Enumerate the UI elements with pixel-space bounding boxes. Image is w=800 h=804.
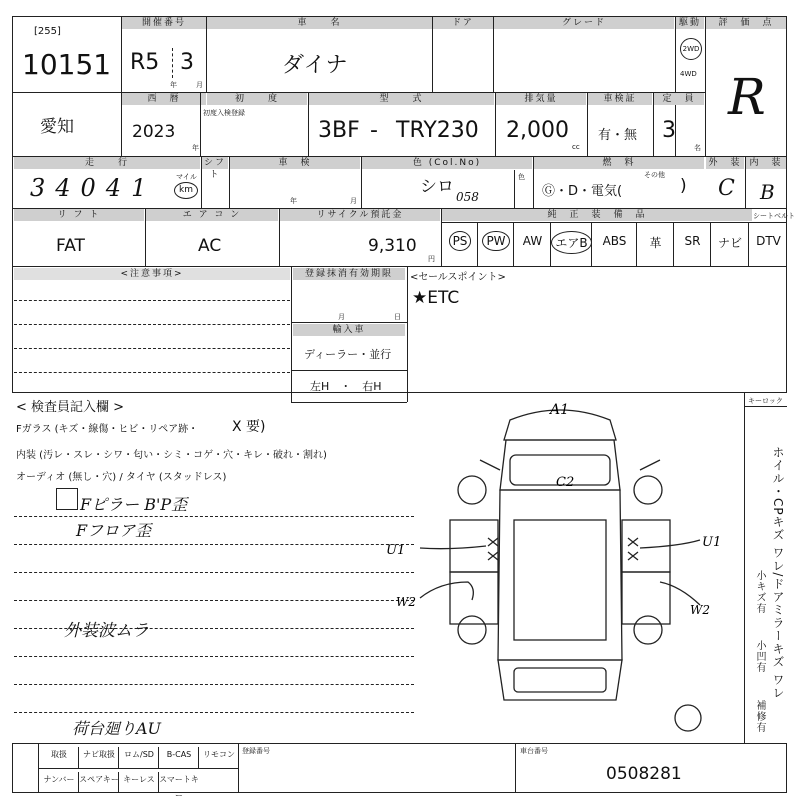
- seats-header: 定 員: [654, 93, 704, 105]
- upper-frame: [12, 16, 787, 393]
- damage-x-left: [488, 538, 498, 560]
- mark-c2: C2: [556, 475, 575, 490]
- rear-shape: [498, 660, 622, 700]
- damage-x-right: [628, 538, 638, 560]
- four-wd-label: 4WD: [680, 70, 697, 78]
- car-damage-diagram: [380, 400, 740, 740]
- fuel-text: Ⓖ・D・電気(: [542, 184, 623, 199]
- recycle-value: 9,310: [368, 236, 417, 256]
- equipment-label: PS: [449, 231, 472, 251]
- mark-w2-right: W2: [690, 603, 710, 617]
- interior-header: 内 装: [746, 157, 786, 169]
- exterior-score: C: [718, 176, 735, 201]
- glass-mark: X 要): [232, 419, 266, 435]
- car-name: ダイナ: [282, 53, 348, 78]
- interior-score: B: [760, 180, 775, 204]
- grade-header: グレード: [494, 17, 674, 29]
- cc-unit: cc: [572, 143, 580, 151]
- note-bed: 荷台廻りAU: [72, 719, 162, 738]
- sales-points-header: <セールスポイント>: [410, 272, 506, 283]
- equipment-label: AW: [522, 234, 543, 248]
- equipment-2: [477, 223, 514, 266]
- month-unit: 月: [196, 81, 203, 89]
- option-row1-2: ナビ取扱: [78, 747, 119, 768]
- year-header: 西 暦: [122, 93, 206, 105]
- equipment-4: [550, 223, 592, 266]
- equipment-7: [673, 223, 711, 266]
- option-row1-3: ロム/SD: [118, 747, 159, 768]
- option-row2-2: スペアキー: [78, 772, 119, 793]
- right-column-main: ホイル・CPキズ ワレ/ドアミラーキズ ワレ: [771, 446, 785, 700]
- equipment-9: [748, 223, 788, 266]
- option-row2-1: ナンバー: [38, 772, 79, 793]
- mark-w2-left: W2: [396, 595, 416, 609]
- model-code: TRY230: [396, 118, 479, 143]
- first-reg-era: R5: [130, 50, 160, 75]
- mileage-header: 走 行: [14, 157, 200, 169]
- recycle-unit: 円: [428, 255, 435, 263]
- fuel-header: 燃 料: [534, 157, 704, 169]
- score-header: 評 価 点: [706, 17, 786, 29]
- prefecture: 愛知: [40, 117, 74, 137]
- shaken-month-unit: 月: [350, 197, 357, 205]
- color-side-label: 色: [518, 173, 525, 181]
- first-reg-month: 3: [180, 50, 194, 75]
- drive-header: 駆動: [676, 17, 704, 29]
- leader-u1-left: [420, 546, 486, 549]
- model-year: 2023: [132, 122, 176, 142]
- interior-line: 内装 (汚レ・スレ・シワ・匂い・シミ・コゲ・穴・キレ・破れ・割れ): [16, 450, 327, 461]
- shaken-until-header: 車 検: [230, 157, 360, 169]
- equipment-label: ナビ: [717, 236, 742, 250]
- option-row2-4: スマートキー: [158, 772, 199, 793]
- sales-point: ★ETC: [412, 288, 460, 308]
- first-reg-header: 初 度: [207, 93, 307, 105]
- note-paint: 外装波ムラ: [64, 621, 149, 641]
- shaken-year-unit: 年: [290, 197, 297, 205]
- right-column-sub3: 補修有: [754, 700, 765, 733]
- lift-header: リ フ ト: [14, 209, 144, 221]
- equipment-label: SR: [684, 234, 701, 248]
- shaken-header: 車検証: [588, 93, 652, 105]
- model-prefix: 3BF: [318, 118, 360, 143]
- color-code: 058: [456, 190, 479, 204]
- mileage-digits: 34041: [30, 174, 157, 202]
- chassis-header: 車台番号: [520, 747, 548, 755]
- right-column-sub1: 小キズ有: [754, 570, 765, 614]
- reg-no-header: 登録番号: [242, 747, 270, 755]
- fuel-close: ): [680, 176, 687, 196]
- km-circle: km: [174, 182, 198, 199]
- audio-line: オーディオ (無し・穴) / タイヤ (スタッドレス): [16, 472, 227, 483]
- equipment-label: ABS: [602, 234, 627, 248]
- small-check-box: [56, 488, 78, 510]
- color-header: 色 (Col.No): [362, 157, 532, 169]
- year-unit-2: 年: [192, 144, 199, 152]
- two-wd-circle: 2WD: [680, 38, 702, 60]
- inspector-header: < 検査員記入欄 >: [16, 400, 125, 415]
- shift-header: シフト: [203, 158, 226, 180]
- door-header: ドア: [433, 17, 493, 29]
- venue-header: 開催番号: [122, 17, 206, 29]
- displacement-value: 2,000: [506, 118, 569, 143]
- option-row1-4: B-CAS: [158, 747, 199, 768]
- seats-value: 3: [662, 118, 676, 143]
- first-reg-sub: 初度入検登録: [203, 109, 245, 117]
- wheel-rr: [634, 616, 662, 644]
- wheel-fr: [634, 476, 662, 504]
- notes-header: <注意事項>: [14, 268, 290, 280]
- model-header: 型 式: [309, 93, 494, 105]
- note-pillar: Fピラー B'P歪: [80, 495, 188, 514]
- aircon-header: エ ア コ ン: [146, 209, 278, 221]
- import-choice: ディーラー・並行: [304, 348, 392, 361]
- wheel-rl: [458, 616, 486, 644]
- option-row2-3: キーレス: [118, 772, 159, 793]
- car-name-header: 車 名: [207, 17, 432, 29]
- reg-month-unit: 月: [338, 313, 345, 321]
- equipment-1: [441, 223, 478, 266]
- equipment-header: 純 正 装 備 品: [442, 209, 752, 221]
- equipment-label: DTV: [756, 234, 781, 248]
- equipment-3: [513, 223, 551, 266]
- mark-u1-right: U1: [702, 535, 722, 550]
- leader-w2-left: [420, 582, 473, 600]
- option-row1-1: 取扱: [38, 747, 79, 768]
- key-lock-label: キーロック: [748, 397, 783, 405]
- equipment-8: [710, 223, 749, 266]
- equipment-6: [636, 223, 674, 266]
- displacement-header: 排気量: [496, 93, 586, 105]
- lot-number: 10151: [22, 48, 112, 81]
- equipment-label: PW: [482, 231, 509, 251]
- aircon-value: AC: [198, 236, 222, 256]
- glass-line: Fガラス (キズ・線傷・ヒビ・リペア跡・: [16, 424, 199, 435]
- seat-belt-header: シートベルト: [753, 212, 795, 220]
- exterior-header: 外 装: [706, 157, 744, 169]
- recycle-header: リサイクル預託金: [280, 209, 440, 221]
- color-name: シロ: [420, 177, 454, 197]
- fuel-other: その他: [644, 171, 665, 179]
- body-shape: [498, 490, 622, 660]
- option-row1-5: リモコン: [198, 747, 239, 768]
- import-header: 輸入車: [293, 324, 405, 336]
- lift-value: FAT: [56, 236, 85, 256]
- equipment-5: [591, 223, 637, 266]
- mile-unit: マイル: [176, 173, 197, 181]
- wheel-fl: [458, 476, 486, 504]
- steering-choice: 左H ・ 右H: [310, 380, 382, 393]
- equipment-label: 革: [649, 236, 662, 250]
- equipment-label: エアB: [551, 231, 591, 254]
- year-unit: 年: [170, 81, 177, 89]
- right-column-sub2: 小凹有: [754, 640, 765, 673]
- reg-valid-header: 登録抹消有効期限: [293, 268, 405, 280]
- lot-bracket-number: [255]: [34, 26, 61, 37]
- leader-w2-right: [660, 582, 700, 605]
- spare-wheel: [675, 705, 701, 731]
- score-value: R: [728, 68, 766, 126]
- chassis-number: 0508281: [606, 764, 682, 784]
- mark-a1: A1: [550, 402, 570, 418]
- mark-u1-left: U1: [386, 543, 406, 558]
- model-dash: -: [370, 118, 378, 143]
- seats-unit: 名: [694, 144, 701, 152]
- shaken-choice: 有・無: [598, 128, 638, 143]
- reg-day-unit: 日: [394, 313, 401, 321]
- note-floor: Fフロア歪: [76, 521, 152, 540]
